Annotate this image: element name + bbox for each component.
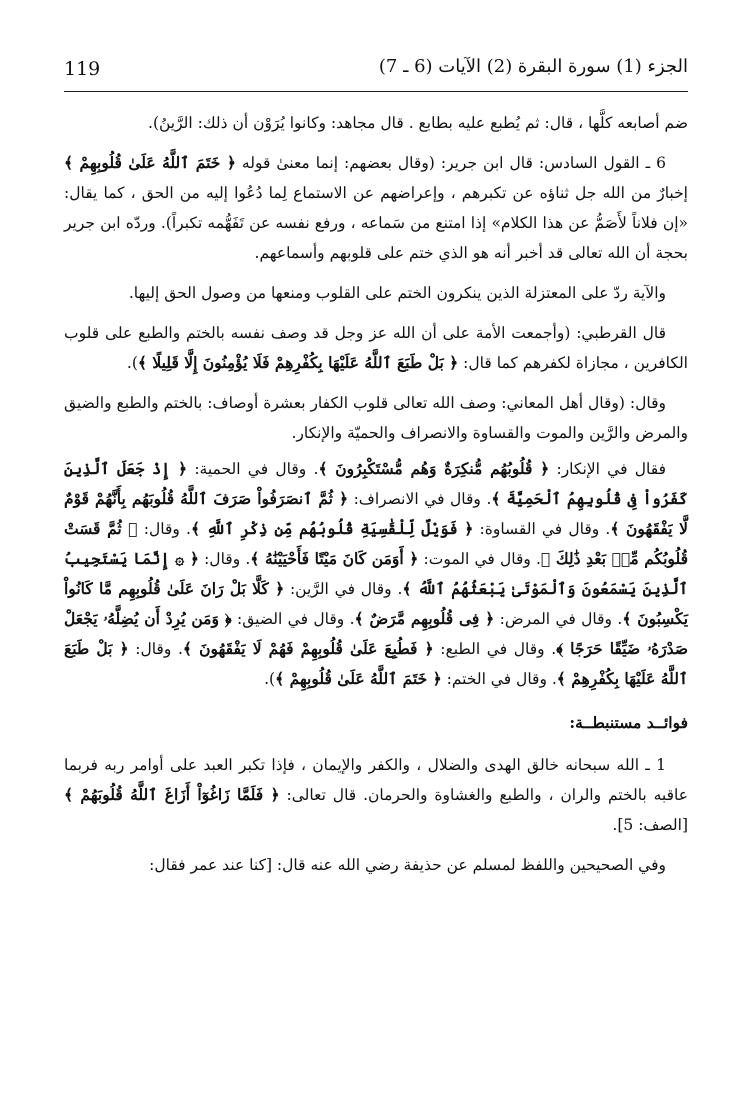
section-heading [64, 708, 688, 738]
quran-verse: ﴿ فَوَيْلٌ لِّلْقَٰسِيَةِ قُلُوبُهُم مِّن ذِكْرِ ٱللَّهِ ﴾ [190, 519, 474, 538]
quran-verse: ﴿ خَتَمَ ٱللَّهُ عَلَىٰ قُلُوبِهِمْ ﴾ [275, 669, 442, 688]
text-run: فقال في الإنكار: [549, 460, 666, 478]
text-run: 1 ـ الله سبحانه خالق الهدى والضلال ، والكفر والإيمان ، فإذا تكبر العبد على أوامر ربه فربما عاقبه بالختم والران ، والطبع والغشاوة والحرمان. قال تعالى: [64, 756, 688, 804]
text-run: . وقال في القساوة: [473, 520, 611, 538]
text-run: . وقال في الانصراف: [348, 490, 492, 508]
header-rule [64, 91, 688, 92]
text-run: . وقال في المرض: [494, 610, 623, 628]
text-run: وقال: (وقال أهل المعاني: وصف الله تعالى قلوب الكفار بعشرة أوصاف: بالختم والطبع والضيق والمرض والرَّين والموت والقساوة والانصراف والحميّة والإنكار. [64, 394, 688, 442]
quran-verse: ﴿ بَلْ طَبَعَ ٱللَّهُ عَلَيْهَا بِكُفْرِهِمْ ﴾ [64, 639, 688, 688]
text-run: وفي الصحيحين واللفظ لمسلم عن حذيفة رضي الله عنه قال: [كنا عند عمر فقال: [149, 856, 666, 874]
text-run: . وقال في الختم: [441, 670, 557, 688]
quran-verse: ﴿ أَوَمَن كَانَ مَيْتًا فَأَحْيَيْنَٰهُ ﴾ [250, 549, 419, 568]
quran-verse: ﴿ فَلَمَّا زَاغُوٓاْ أَزَاغَ ٱللَّهُ قُلُوبَهُمْ ﴾ [64, 785, 280, 804]
quran-verse: ﴿ ثُمَّ قَسَتْ قُلُوبُكُم مِّنۢ بَعْدِ ذَٰلِكَ ﴾ [64, 519, 688, 568]
page-header [64, 52, 688, 88]
paragraph [64, 850, 688, 880]
page-body [64, 108, 688, 890]
quran-verse: ﴿ وَمَن يُرِدْ أَن يُضِلَّهُۥ يَجْعَلْ صَدْرَهُۥ ضَيِّقًا حَرَجًا ﴾ [64, 609, 688, 658]
text-run: إخبارٌ من الله جل ثناؤه عن تكبرهم ، وإعراضهم عن الاستماع لِما دُعُوا إليه من الحق ، كما يقال: «إن فلاناً لأَصَمُّ عن هذا الكلام» إذا امتنع من سَماعه ، ورفع نفسه عن تَفَهُّمه تكبراً). وردّه ابن جرير بحجة أن الله تعالى قد أخبر أنه هو الذي ختم على قلوبهم وأسماعهم. [64, 184, 688, 262]
paragraph [64, 388, 688, 448]
quran-verse: ﴿ ۞ إِنَّمَا يَسْتَجِيبُ ٱلَّذِينَ يَسْمَعُونَ وَٱلْمَوْتَىٰ يَبْعَثُهُمُ ٱللَّهُ ﴾ [64, 549, 688, 598]
text-run: . وقال في الضيق: [231, 610, 355, 628]
text-run: ). [126, 354, 138, 372]
paragraph [64, 318, 688, 378]
text-run: . وقال في الطبع: [433, 640, 557, 658]
text-run: . وقال في الحمية: [187, 460, 319, 478]
text-run: . وقال: [128, 640, 183, 658]
paragraph [64, 750, 688, 840]
text-run: ضم أصابعه كلَّها ، قال: ثم يُطبع عليه بطابع . قال مجاهد: وكانوا يُرَوْن أن ذلك: الرَّينُ). [148, 114, 688, 132]
text-run: والآية ردّ على المعتزلة الذين ينكرون الختم على القلوب ومنعها من وصول الحق إليها. [128, 284, 666, 302]
paragraph [64, 454, 688, 694]
text-run: [الصف: 5]. [612, 816, 688, 834]
text-run: . وقال في الموت: [418, 550, 541, 568]
running-head: الجزء (1) سورة البقرة (2) الآيات (6 ـ 7) [378, 56, 688, 77]
paragraph [64, 108, 688, 138]
quran-verse: ﴿ بَلْ طَبَعَ ٱللَّهُ عَلَيْهَا بِكُفْرِهِمْ فَلَا يُؤْمِنُونَ إِلَّا قَلِيلًا ﴾ [137, 353, 459, 372]
quran-verse: ﴿ قُلُوبُهُم مُّنكِرَةٌ وَهُم مُّسْتَكْبِرُونَ ﴾ [318, 459, 550, 478]
quran-verse: ﴿ كَلَّا بَلْ رَانَ عَلَىٰ قُلُوبِهِم مَّا كَانُواْ يَكْسِبُونَ ﴾ [64, 579, 689, 628]
text-run: فوائــد مستنبطــة: [569, 713, 688, 732]
text-run: . وقال في الرَّين: [284, 580, 403, 598]
text-run: ). [264, 670, 276, 688]
text-run: 6 ـ القول السادس: قال ابن جرير: (وقال بعضهم: إنما معنىٰ قوله [235, 154, 667, 172]
text-run: . وقال: [137, 520, 191, 538]
quran-verse: ﴿ خَتَمَ ٱللَّهُ عَلَىٰ قُلُوبِهِمْ ﴾ [64, 153, 236, 172]
quran-verse: ﴿ فِى قُلُوبِهِم مَّرَضٌ ﴾ [354, 609, 495, 628]
page-number: 119 [64, 58, 101, 80]
paragraph [64, 278, 688, 308]
text-run: . وقال: [198, 550, 251, 568]
quran-verse: ﴿ إِذْ جَعَلَ ٱلَّذِينَ كَفَرُواْ فِى قُلُوبِهِمُ ٱلْحَمِيَّةَ ﴾ [64, 459, 688, 508]
paragraph [64, 148, 688, 268]
quran-verse: ﴿ فَطُبِعَ عَلَىٰ قُلُوبِهِمْ فَهُمْ لَا يَفْقَهُونَ ﴾ [182, 639, 434, 658]
text-run: قال القرطبي: (وأجمعت الأمة على أن الله عز وجل قد وصف نفسه بالختم والطبع على قلوب الكافرين ، مجازاة لكفرهم كما قال: [64, 324, 688, 372]
quran-verse: ﴿ ثُمَّ ٱنصَرَفُواْ صَرَفَ ٱللَّهُ قُلُوبَهُم بِأَنَّهُمْ قَوْمٌ لَّا يَفْقَهُونَ ﴾ [64, 489, 688, 538]
